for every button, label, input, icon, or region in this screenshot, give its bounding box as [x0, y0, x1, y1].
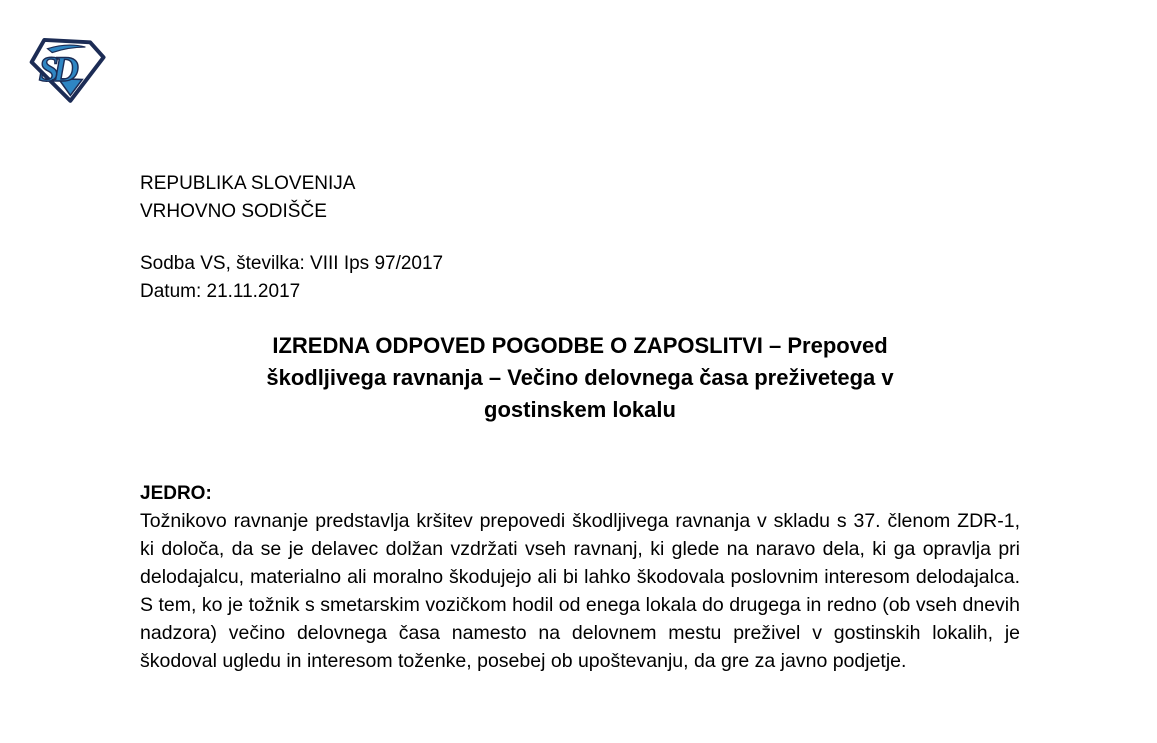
- title-line-2: škodljivega ravnanja – Večino delovnega časa preživetega v: [266, 365, 894, 390]
- title-line-1: IZREDNA ODPOVED POGODBE O ZAPOSLITVI – Prepoved: [272, 333, 888, 358]
- case-info: [140, 250, 1020, 306]
- svg-text:SD: SD: [38, 49, 73, 90]
- court-name: VRHOVNO SODIŠČE: [140, 201, 327, 222]
- shield-monogram-icon: [28, 36, 108, 104]
- jedro-body-paragraph: Tožnikovo ravnanje predstavlja kršitev prepovedi škodljivega ravnanja v skladu s 37. členom ZDR-1, ki določa, da se je delavec dolžan vzdržati vseh ravnanj, ki glede na naravo dela, ki ga opravlja pri delodajalcu, materialno ali moralno škodujejo ali bi lahko škodovala poslovnim interesom delodajalca. S tem, ko je tožnik s smetarskim vozičkom hodil od enega lokala do drugega in redno (ob vseh dnevih nadzora) večino delovnega časa namesto na delovnem mestu preživel v gostinskih lokalih, je škodoval ugledu in interesom toženke, posebej ob upoštevanju, da gre za javno podjetje.: [140, 510, 1020, 672]
- document-content: [140, 170, 1020, 675]
- title-line-3: gostinskem lokalu: [484, 397, 676, 422]
- judgment-date: Datum: 21.11.2017: [140, 281, 301, 302]
- court-header: [140, 170, 1020, 226]
- jedro-heading: JEDRO:: [140, 483, 212, 504]
- supreme-court-logo: [28, 36, 108, 104]
- document-title: [140, 330, 1020, 426]
- country-name: REPUBLIKA SLOVENIJA: [140, 173, 356, 194]
- judgment-number: Sodba VS, številka: VIII Ips 97/2017: [140, 253, 444, 274]
